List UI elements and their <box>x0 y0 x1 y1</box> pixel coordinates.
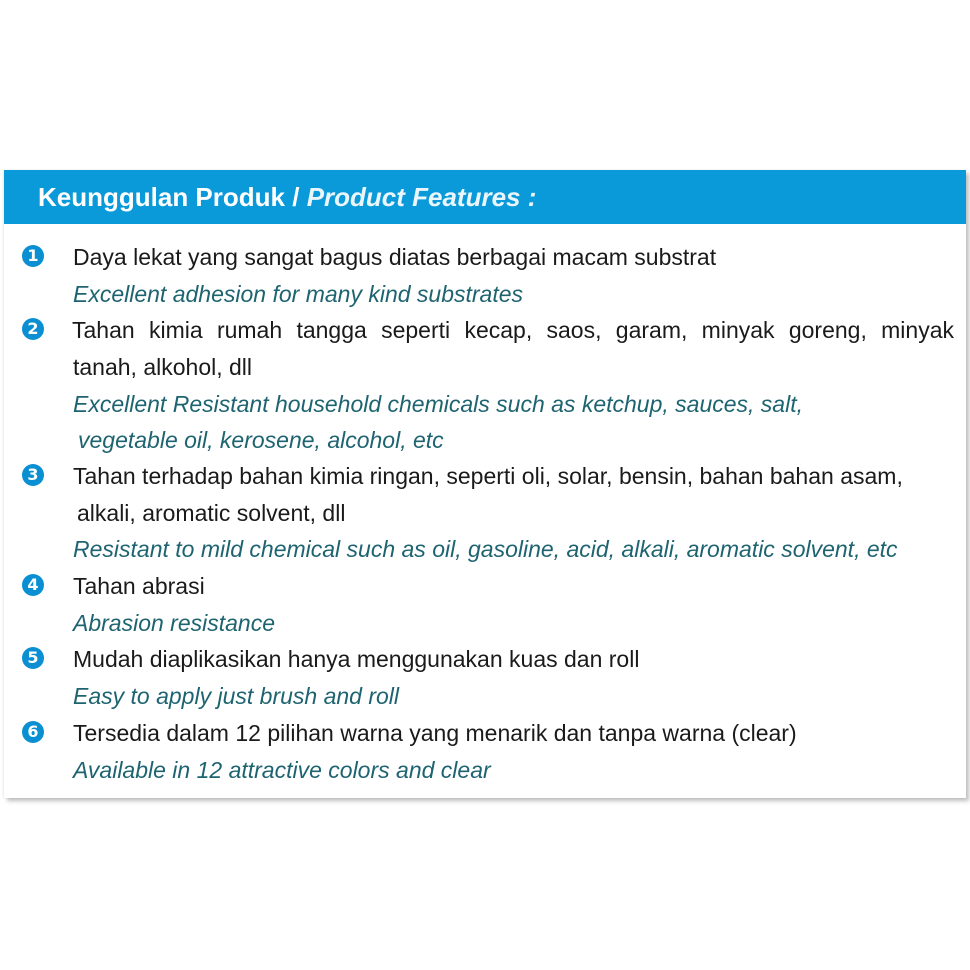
number-badge-icon: 1 <box>22 245 44 267</box>
feature-text-english: Available in 12 attractive colors and clear <box>73 757 491 783</box>
feature-text-indonesian: Tahan abrasi <box>73 573 205 599</box>
number-badge-icon: 2 <box>22 318 44 340</box>
feature-text-indonesian: Tahan terhadap bahan kimia ringan, seperti oli, solar, bensin, bahan bahan asam, <box>73 463 903 489</box>
feature-text-english: Abrasion resistance <box>73 610 275 636</box>
product-features-panel <box>4 170 966 798</box>
feature-text-english-continued: vegetable oil, kerosene, alcohol, etc <box>78 427 444 453</box>
feature-text-indonesian: Daya lekat yang sangat bagus diatas berbagai macam substrat <box>73 244 717 270</box>
number-badge-icon: 5 <box>22 647 44 669</box>
header-title-english: Product Features : <box>306 182 537 212</box>
header-separator: / <box>292 182 307 212</box>
feature-text-indonesian-continued: alkali, aromatic solvent, dll <box>77 500 346 526</box>
feature-text-english: Easy to apply just brush and roll <box>73 683 400 709</box>
feature-text-english: Excellent adhesion for many kind substrates <box>73 281 524 307</box>
feature-text-english: Excellent Resistant household chemicals such as ketchup, sauces, salt, <box>73 391 803 417</box>
header-title-indonesian: Keunggulan Produk <box>38 182 285 212</box>
number-badge-icon: 6 <box>22 721 44 743</box>
feature-text-english: Resistant to mild chemical such as oil, gasoline, acid, alkali, aromatic solvent, etc <box>73 536 898 562</box>
feature-text-indonesian: Tahan kimia rumah tangga seperti kecap, saos, garam, minyak goreng, minyak <box>72 317 954 343</box>
number-badge-icon: 4 <box>22 574 44 596</box>
feature-text-indonesian: Tersedia dalam 12 pilihan warna yang menarik dan tanpa warna (clear) <box>73 720 797 746</box>
number-badge-icon: 3 <box>22 464 44 486</box>
feature-text-indonesian: Mudah diaplikasikan hanya menggunakan kuas dan roll <box>73 646 640 672</box>
feature-text-indonesian-continued: tanah, alkohol, dll <box>73 354 253 380</box>
panel-header <box>4 170 966 224</box>
